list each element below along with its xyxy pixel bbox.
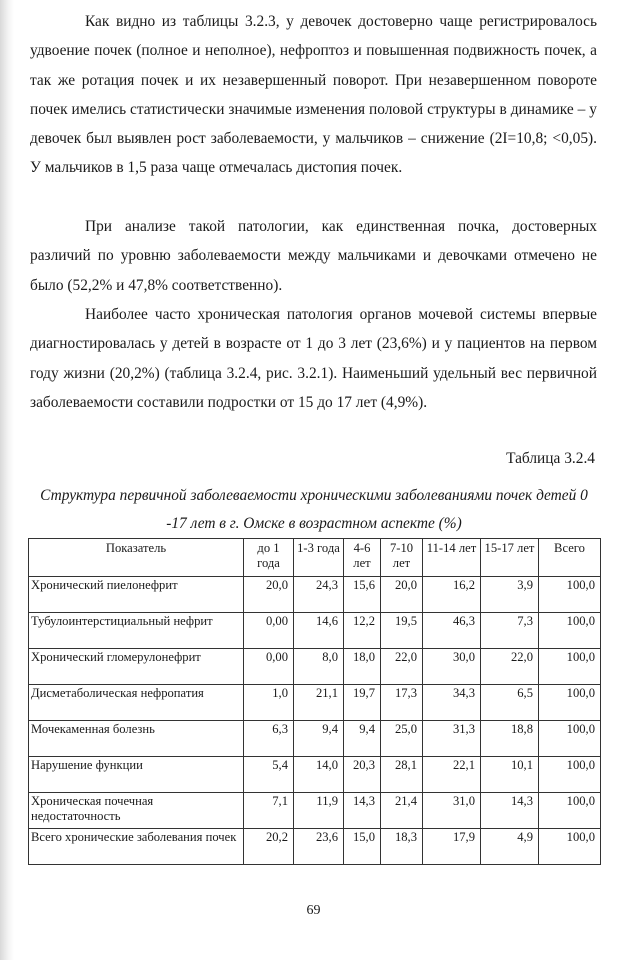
row-label: Всего хронические заболевания почек [29, 829, 244, 865]
table-cell: 9,4 [344, 721, 381, 757]
table-row [29, 649, 601, 685]
table-cell: 19,7 [344, 685, 381, 721]
table-cell: 20,3 [344, 757, 381, 793]
table-cell: 16,2 [423, 577, 481, 613]
table-row [29, 829, 601, 865]
table-cell: 6,5 [481, 685, 539, 721]
scan-edge-shadow [0, 0, 14, 960]
table-header-cell: Всего [539, 539, 601, 577]
table-cell: 17,3 [381, 685, 423, 721]
table-cell: 7,1 [244, 793, 294, 829]
table-cell: 46,3 [423, 613, 481, 649]
row-label: Хронический пиелонефрит [29, 577, 244, 613]
row-label: Мочекаменная болезнь [29, 721, 244, 757]
table-header-cell: Показатель [29, 539, 244, 577]
table-number-label: Таблица 3.2.4 [506, 450, 595, 467]
table-row [29, 577, 601, 613]
table-cell: 24,3 [294, 577, 344, 613]
table-cell: 21,1 [294, 685, 344, 721]
table-cell: 100,0 [539, 793, 601, 829]
table-row [29, 613, 601, 649]
row-label: Хронический гломерулонефрит [29, 649, 244, 685]
incidence-table [28, 538, 601, 865]
paragraph-3 [30, 300, 597, 417]
table-cell: 11,9 [294, 793, 344, 829]
table-cell: 25,0 [381, 721, 423, 757]
table-cell: 14,3 [481, 793, 539, 829]
table-cell: 0,00 [244, 613, 294, 649]
table-cell: 0,00 [244, 649, 294, 685]
paragraph-1-text: Как видно из таблицы 3.2.3, у девочек достоверно чаще регистрировалось удвоение почек (полное и неполное), нефроптоз и повышенная подвижность почек, а так же ротация почек и их незавершенный поворот. При незавершенном повороте почек имелись статистически значимые изменения половой структуры в динамике – у девочек был выявлен рост заболеваемости, у мальчиков – снижение (2І=10,8; <0,05). У мальчиков в 1,5 раза чаще отмечалась дистопия почек. [30, 13, 597, 177]
table-cell: 34,3 [423, 685, 481, 721]
table-title: Структура первичной заболеваемости хроническими заболеваниями почек детей 0 -17 лет в г. Омске в возрастном аспекте (%) [40, 487, 588, 532]
table-cell: 4,9 [481, 829, 539, 865]
table-cell: 14,3 [344, 793, 381, 829]
paragraph-2 [30, 212, 597, 300]
table-cell: 20,0 [244, 577, 294, 613]
table-cell: 18,3 [381, 829, 423, 865]
table-cell: 18,0 [344, 649, 381, 685]
table-cell: 5,4 [244, 757, 294, 793]
table-cell: 100,0 [539, 721, 601, 757]
table-cell: 14,6 [294, 613, 344, 649]
table-cell: 18,8 [481, 721, 539, 757]
table-cell: 100,0 [539, 577, 601, 613]
paragraph-1 [30, 7, 597, 183]
table-cell: 7,3 [481, 613, 539, 649]
table-header-cell: 15-17 лет [481, 539, 539, 577]
table-cell: 3,9 [481, 577, 539, 613]
table-cell: 30,0 [423, 649, 481, 685]
table-header-cell: 1-3 года [294, 539, 344, 577]
row-label: Дисметаболическая нефропатия [29, 685, 244, 721]
page-number: 69 [306, 903, 321, 918]
table-cell: 12,2 [344, 613, 381, 649]
table-header-cell: до 1 года [244, 539, 294, 577]
row-label: Нарушение функции [29, 757, 244, 793]
row-label: Тубулоинтерстициальный нефрит [29, 613, 244, 649]
table-cell: 20,0 [381, 577, 423, 613]
row-label: Хроническая почечная недостаточность [29, 793, 244, 829]
table-cell: 22,0 [481, 649, 539, 685]
table-cell: 14,0 [294, 757, 344, 793]
paragraph-2-text: При анализе такой патологии, как единственная почка, достоверных различий по уровню заболеваемости между мальчиками и девочками отмечено не было (52,2% и 47,8% соответственно). [30, 218, 597, 294]
table-cell: 100,0 [539, 829, 601, 865]
table-cell: 100,0 [539, 685, 601, 721]
table-header-cell: 7-10 лет [381, 539, 423, 577]
table-cell: 9,4 [294, 721, 344, 757]
table-cell: 17,9 [423, 829, 481, 865]
table-cell: 23,6 [294, 829, 344, 865]
table-header-cell: 11-14 лет [423, 539, 481, 577]
table-cell: 100,0 [539, 649, 601, 685]
table-cell: 8,0 [294, 649, 344, 685]
table-cell: 6,3 [244, 721, 294, 757]
table-row [29, 685, 601, 721]
table-cell: 19,5 [381, 613, 423, 649]
paragraph-3-text: Наиболее часто хроническая патология органов мочевой системы впервые диагностировалась у детей в возрасте от 1 до 3 лет (23,6%) и у пациентов на первом году жизни (20,2%) (таблица 3.2.4, рис. 3.2.1). Наименьший удельный вес первичной заболеваемости составили подростки от 15 до 17 лет (4,9%). [30, 306, 597, 411]
table-cell: 100,0 [539, 757, 601, 793]
table-cell: 31,0 [423, 793, 481, 829]
table-row [29, 721, 601, 757]
table-header-cell: 4-6 лет [344, 539, 381, 577]
table-cell: 20,2 [244, 829, 294, 865]
table-cell: 15,0 [344, 829, 381, 865]
table-cell: 22,0 [381, 649, 423, 685]
table-cell: 22,1 [423, 757, 481, 793]
table-header-row [29, 539, 601, 577]
table-cell: 100,0 [539, 613, 601, 649]
table-cell: 1,0 [244, 685, 294, 721]
table-row [29, 793, 601, 829]
table-cell: 31,3 [423, 721, 481, 757]
table-cell: 21,4 [381, 793, 423, 829]
table-row [29, 757, 601, 793]
table-cell: 28,1 [381, 757, 423, 793]
table-cell: 10,1 [481, 757, 539, 793]
table-cell: 15,6 [344, 577, 381, 613]
